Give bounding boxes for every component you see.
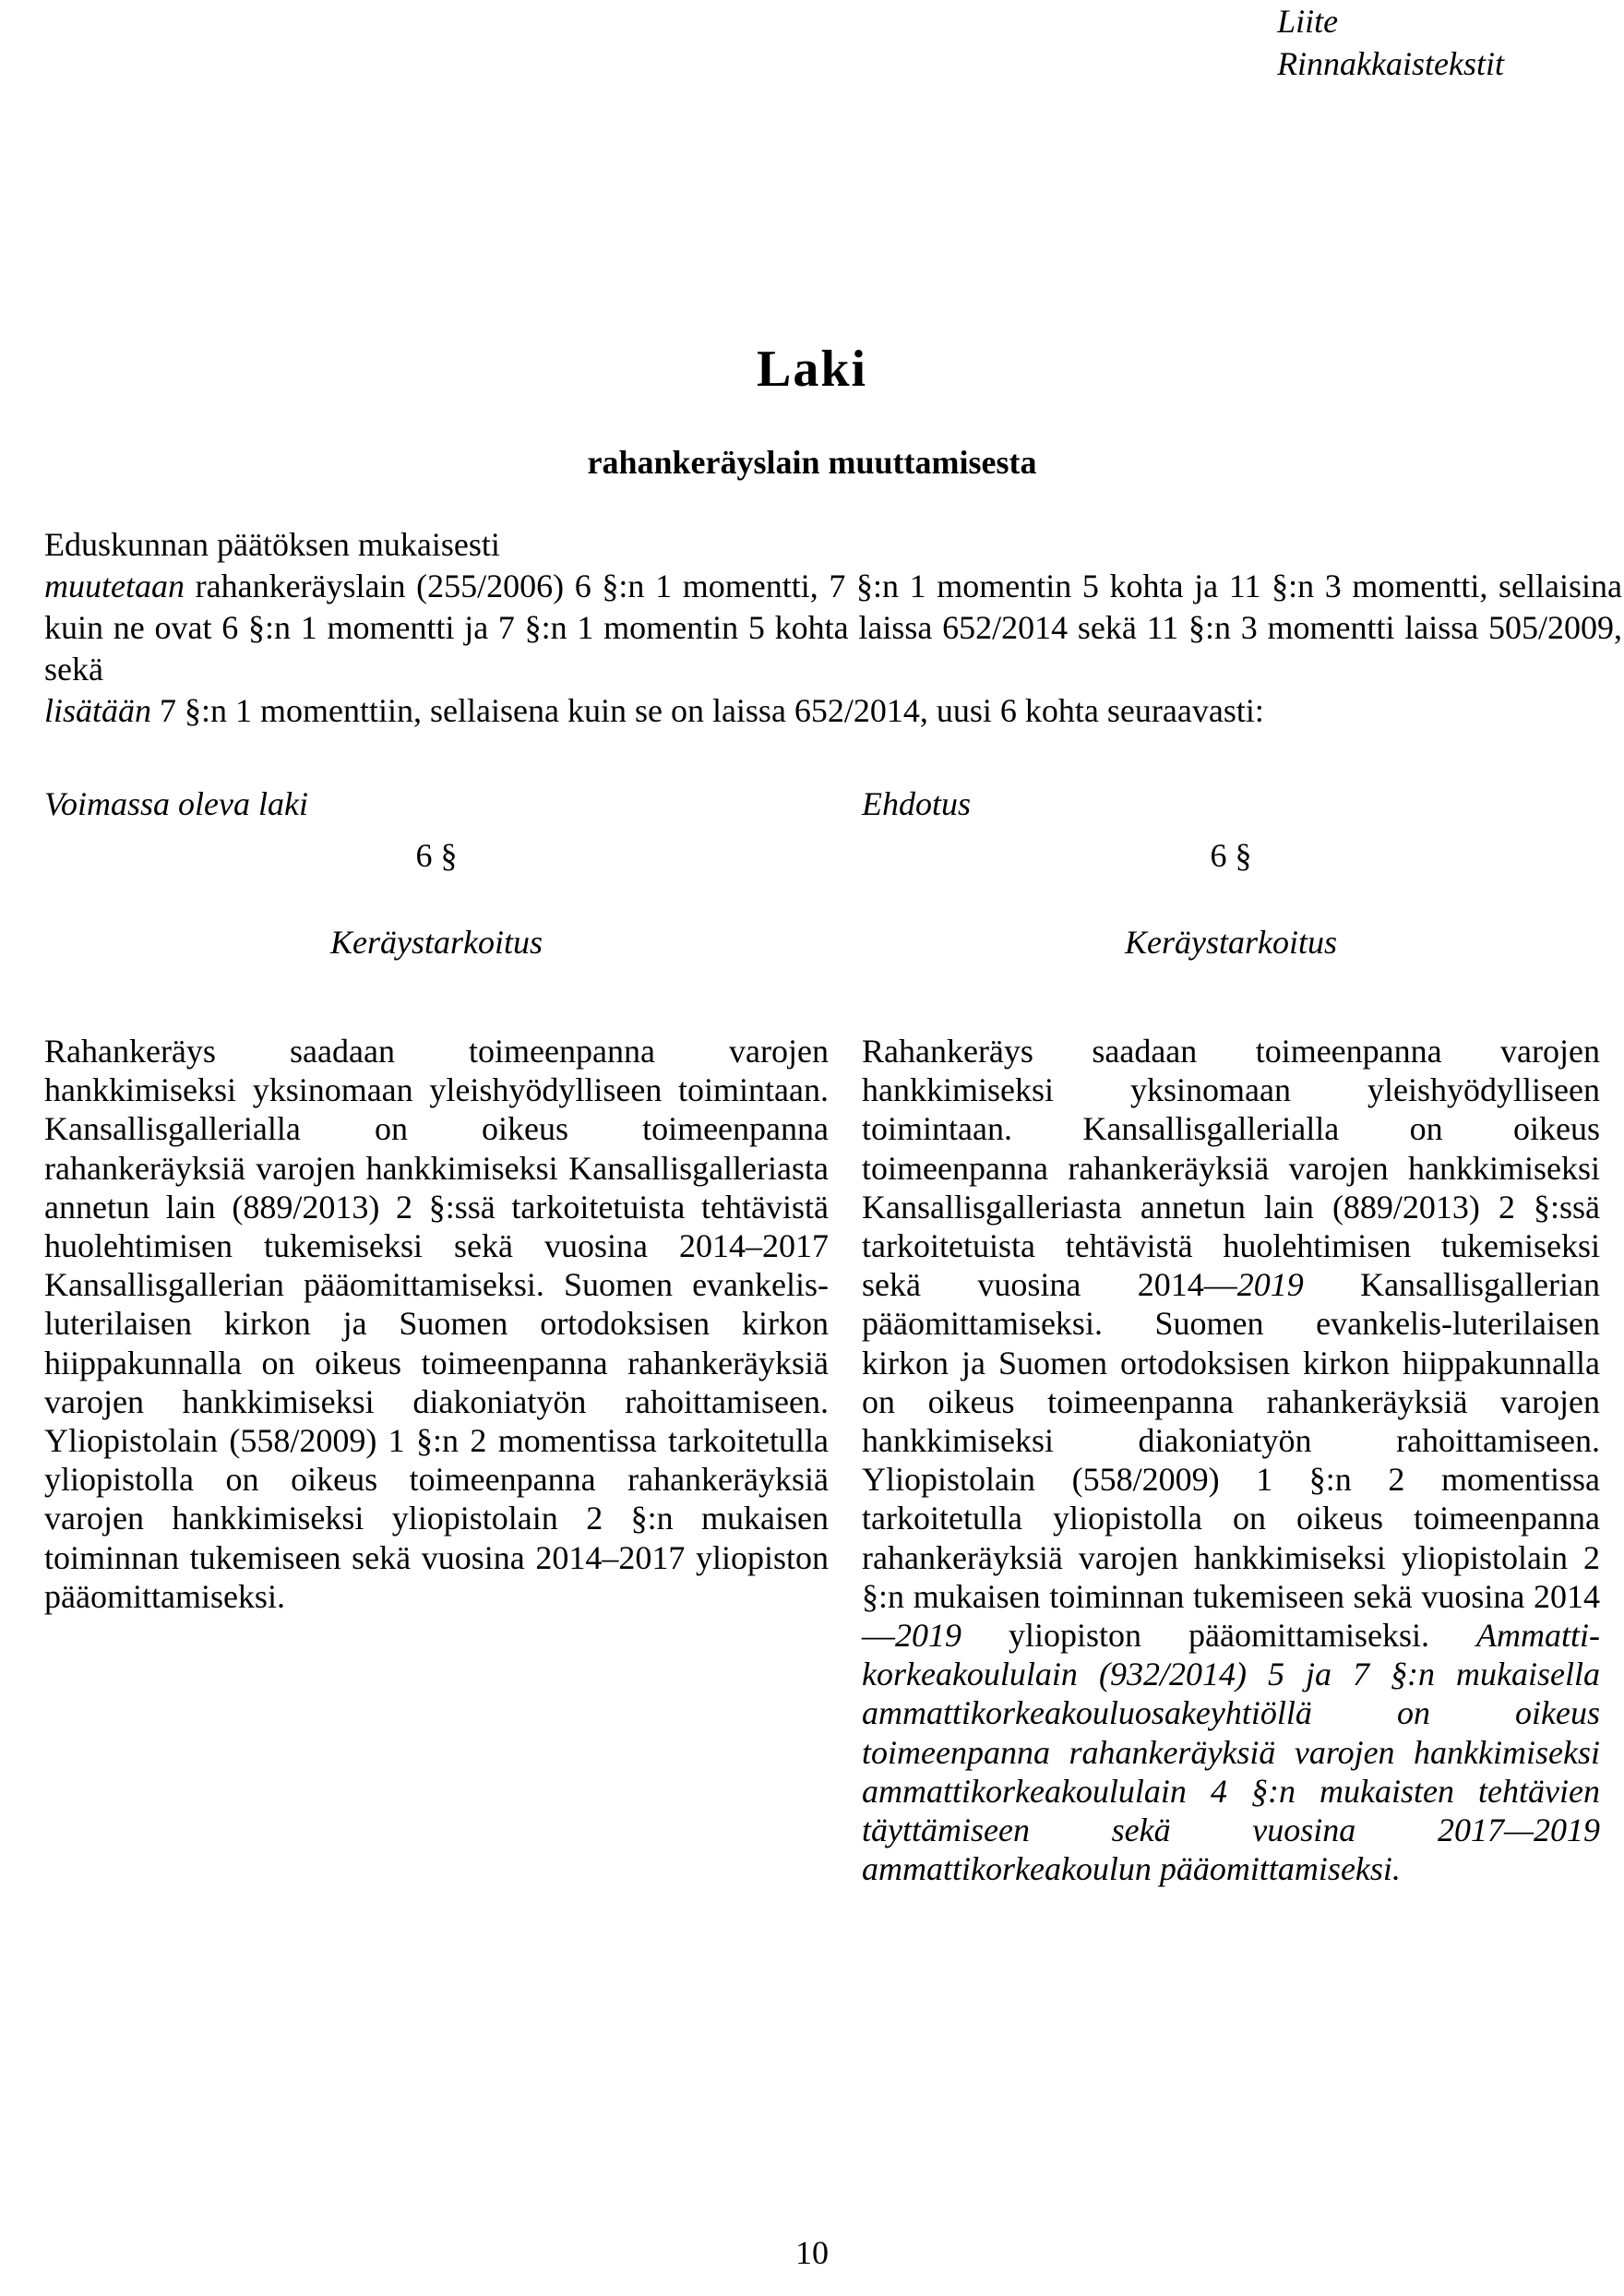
current-law-text: Rahankeräys saadaan toimeenpanna varojen hankkimiseksi yksinomaan yleishyödylliseen toimintaan. Kansallisgallerialla on oikeus toimeenpanna rahankeräyksiä varojen hankkimiseksi Kansallisgalleriasta annetun lain (889/2013) 2 §:ssä tarkoitetuista tehtävistä huolehtimisen tukemiseksi sekä vuosina 2014–2017 Kansallisgallerian pääomittamiseksi. Suomen evankelis-luterilaisen kirkon ja Suomen ortodoksisen kirkon hiippakunnalla on oikeus toimeenpanna rahankeräyksiä varojen hankkimiseksi diakoniatyön rahoittamiseen. Yliopistolain (558/2009) 1 §:n 2 momentissa tarkoitetulla yliopistolla on oikeus toimeenpanna rahankeräyksiä varojen hankkimiseksi yliopistolain 2 §:n mukaisen toiminnan tukemiseen sekä vuosina 2014–2017 yliopiston pääomittamiseksi. [44, 1033, 829, 1615]
current-law-section-number: 6 § [415, 837, 458, 874]
law-title: Laki [756, 341, 868, 398]
proposal-text-part: yliopiston pääomittamiseksi. [961, 1617, 1476, 1655]
current-law-column [44, 784, 829, 1616]
page-number: 10 [795, 2234, 829, 2271]
proposal-heading: Ehdotus [862, 785, 972, 822]
header-line-2: Rinnakkaistekstit [1277, 45, 1504, 82]
proposal-section-title: Keräystarkoitus [1125, 924, 1337, 961]
add-keyword: lisätään [44, 692, 152, 729]
proposal-column [862, 784, 1600, 1888]
proposal-changed-year: 2019 [1236, 1266, 1304, 1304]
amend-text: rahankeräyslain (255/2006) 6 §:n 1 momentti, 7 §:n 1 momentin 5 kohta ja 11 §:n 3 momentti, sellaisina kuin ne ovat 6 §:n 1 momentti ja 7 §:n 1 momentin 5 kohta laissa 652/2014 sekä 11 §:n 3 momentti laissa 505/2009, sekä [44, 568, 1622, 688]
add-text: 7 §:n 1 momenttiin, sellaisena kuin se on laissa 652/2014, uusi 6 kohta seuraavasti: [151, 692, 1264, 729]
preamble-enacting-clause: Eduskunnan päätöksen mukaisesti [44, 526, 500, 563]
proposal-text-part: Kansallisgallerian pääomittamiseksi. Suomen evankelis-luterilaisen kirkon ja Suomen ortodoksisen kirkon hiippakunnalla on oikeus toimeenpanna rahankeräyksiä varojen hankkimiseksi diakoniatyön rahoittamiseen. Yliopistolain (558/2009) 1 §:n 2 momentissa tarkoitetulla yliopistolla on oikeus toimeenpanna rahankeräyksiä varojen hankkimiseksi yliopistolain 2 §:n mukaisen toiminnan tukemiseen sekä vuosina 2014— [862, 1266, 1600, 1655]
preamble-amendment [44, 566, 1622, 690]
current-law-section-title: Keräystarkoitus [330, 924, 543, 961]
proposal-text [862, 1032, 1600, 1888]
law-subtitle: rahankeräyslain muuttamisesta [587, 444, 1037, 481]
preamble [44, 524, 1622, 732]
proposal-text-part: Rahankeräys saadaan toimeenpanna varojen hankkimiseksi yksinomaan yleishyödylliseen toimintaan. Kansallisgallerialla on oikeus toimeenpanna rahankeräyksiä varojen hankkimiseksi Kansallisgalleriasta annetun lain (889/2013) 2 §:ssä tarkoitetuista tehtävistä huolehtimisen tukemiseksi sekä vuosina 2014— [862, 1033, 1600, 1304]
header [1277, 0, 1504, 85]
header-line-1: Liite [1277, 3, 1339, 40]
preamble-addition [44, 690, 1622, 732]
proposal-section-number: 6 § [1210, 837, 1252, 874]
proposal-changed-year: 2019 [895, 1617, 961, 1655]
amend-keyword: muutetaan [44, 568, 185, 604]
proposal-added-sentence: Ammattikorkeakoululain (932/2014) 5 ja 7 §:n mukaisella ammattikorkeakouluosakeyhtiöllä on oikeus toimeenpanna rahankeräyksiä varojen hankkimiseksi ammattikorkeakoululain 4 §:n mukaisten tehtävien täyttämiseen sekä vuosina 2017—2019 ammattikorkeakoulun pääomittamiseksi. [862, 1617, 1600, 1888]
current-law-heading: Voimassa oleva laki [44, 785, 308, 822]
